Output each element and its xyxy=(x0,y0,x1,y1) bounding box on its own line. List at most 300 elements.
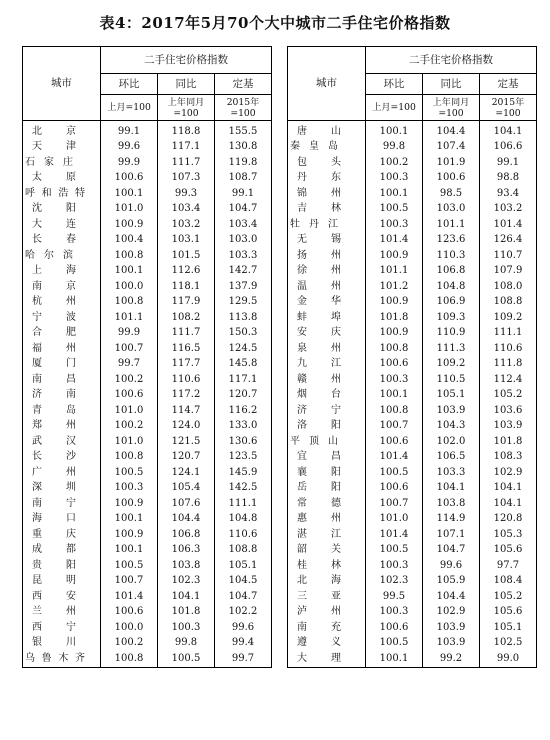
table-row xyxy=(23,512,272,528)
fixed-cell: 103.0 xyxy=(215,233,272,249)
fixed-cell: 103.4 xyxy=(215,217,272,233)
table-row xyxy=(23,217,272,233)
fixed-cell: 104.1 xyxy=(480,121,537,140)
yoy-cell: 98.5 xyxy=(423,186,480,202)
city-name: 贵 阳 xyxy=(32,559,76,571)
city-cell xyxy=(23,636,101,652)
city-name: 乌 鲁 木 齐 xyxy=(25,652,85,664)
fixed-cell: 104.5 xyxy=(215,574,272,590)
mom-cell: 100.4 xyxy=(101,233,158,249)
fixed-cell: 93.4 xyxy=(480,186,537,202)
table-body-left xyxy=(23,121,272,668)
fixed-cell: 104.1 xyxy=(480,481,537,497)
yoy-cell: 107.1 xyxy=(423,527,480,543)
fixed-cell: 111.1 xyxy=(480,326,537,342)
table-row xyxy=(23,496,272,512)
city-name: 湛 江 xyxy=(297,528,341,540)
city-cell xyxy=(23,233,101,249)
table-row xyxy=(23,388,272,404)
city-name: 徐 州 xyxy=(297,265,341,277)
table-row xyxy=(23,155,272,171)
city-name: 西 宁 xyxy=(32,621,76,633)
mom-cell: 100.7 xyxy=(366,419,423,435)
table-row xyxy=(288,434,537,450)
fixed-cell: 105.3 xyxy=(480,527,537,543)
city-cell xyxy=(23,558,101,574)
table-row xyxy=(288,248,537,264)
city-name: 济 宁 xyxy=(297,404,341,416)
city-cell xyxy=(288,543,366,559)
fixed-cell: 104.7 xyxy=(215,589,272,605)
table-row xyxy=(23,295,272,311)
table-row xyxy=(23,651,272,667)
mom-cell: 99.9 xyxy=(101,326,158,342)
table-row xyxy=(23,341,272,357)
city-cell xyxy=(23,620,101,636)
yoy-cell: 104.7 xyxy=(423,543,480,559)
fixed-base-header: 2015年=100 xyxy=(480,95,537,121)
mom-cell: 100.8 xyxy=(366,403,423,419)
fixed-cell: 145.9 xyxy=(215,465,272,481)
city-cell xyxy=(288,372,366,388)
yoy-cell: 104.8 xyxy=(423,279,480,295)
mom-cell: 100.2 xyxy=(101,636,158,652)
group-header: 二手住宅价格指数 xyxy=(101,47,272,74)
mom-cell: 100.3 xyxy=(366,171,423,187)
yoy-cell: 123.6 xyxy=(423,233,480,249)
city-name: 无 锡 xyxy=(297,234,341,246)
city-name: 上 海 xyxy=(32,265,76,277)
city-cell xyxy=(288,217,366,233)
city-name: 三 亚 xyxy=(297,590,341,602)
city-cell xyxy=(23,527,101,543)
mom-cell: 100.6 xyxy=(366,481,423,497)
table-row xyxy=(288,403,537,419)
table-row xyxy=(288,233,537,249)
fixed-cell: 116.2 xyxy=(215,403,272,419)
price-index-table-left xyxy=(22,46,272,668)
table-row xyxy=(23,527,272,543)
mom-cell: 100.5 xyxy=(366,202,423,218)
yoy-cell: 107.3 xyxy=(158,171,215,187)
mom-cell: 100.0 xyxy=(101,620,158,636)
fixed-cell: 102.5 xyxy=(480,636,537,652)
city-cell xyxy=(288,140,366,156)
yoy-cell: 104.4 xyxy=(158,512,215,528)
fixed-cell: 107.9 xyxy=(480,264,537,280)
mom-cell: 100.3 xyxy=(101,481,158,497)
city-header: 城市 xyxy=(23,47,101,121)
yoy-cell: 106.8 xyxy=(423,264,480,280)
city-name: 济 南 xyxy=(32,389,76,401)
city-cell xyxy=(288,357,366,373)
city-cell xyxy=(23,155,101,171)
city-name: 长 春 xyxy=(32,234,76,246)
table-row xyxy=(288,155,537,171)
city-cell xyxy=(23,403,101,419)
city-cell xyxy=(288,295,366,311)
table-row xyxy=(23,605,272,621)
city-name: 韶 关 xyxy=(297,544,341,556)
yoy-cell: 109.3 xyxy=(423,310,480,326)
mom-cell: 100.2 xyxy=(101,372,158,388)
city-cell xyxy=(288,558,366,574)
city-name: 南 充 xyxy=(297,621,341,633)
city-name: 桂 林 xyxy=(297,559,341,571)
city-name: 包 头 xyxy=(297,156,341,168)
table-row xyxy=(288,202,537,218)
table-row xyxy=(23,357,272,373)
city-cell xyxy=(288,341,366,357)
city-name: 平 顶 山 xyxy=(290,435,338,447)
table-row xyxy=(288,465,537,481)
fixed-cell: 108.8 xyxy=(215,543,272,559)
table-row xyxy=(288,186,537,202)
page-title: 表4：2017年5月70个大中城市二手住宅价格指数 xyxy=(99,14,451,32)
fixed-cell: 111.1 xyxy=(215,496,272,512)
yoy-header: 同比 xyxy=(158,74,215,95)
city-cell xyxy=(23,326,101,342)
yoy-cell: 100.3 xyxy=(158,620,215,636)
mom-cell: 100.8 xyxy=(101,450,158,466)
mom-cell: 100.1 xyxy=(366,121,423,140)
mom-cell: 100.8 xyxy=(101,295,158,311)
table-row xyxy=(23,620,272,636)
yoy-header: 同比 xyxy=(423,74,480,95)
table-row xyxy=(288,605,537,621)
city-cell xyxy=(23,279,101,295)
city-header: 城市 xyxy=(288,47,366,121)
city-cell xyxy=(23,543,101,559)
fixed-cell: 108.3 xyxy=(480,450,537,466)
mom-cell: 100.6 xyxy=(366,620,423,636)
city-cell xyxy=(23,310,101,326)
fixed-cell: 102.2 xyxy=(215,605,272,621)
yoy-cell: 124.0 xyxy=(158,419,215,435)
mom-base-header: 上月=100 xyxy=(101,95,158,121)
city-name: 宁 波 xyxy=(32,311,76,323)
table-row xyxy=(23,310,272,326)
yoy-cell: 103.0 xyxy=(423,202,480,218)
table-row xyxy=(23,419,272,435)
table-row xyxy=(288,171,537,187)
mom-cell: 99.6 xyxy=(101,140,158,156)
city-name: 青 岛 xyxy=(32,404,76,416)
fixed-cell: 129.5 xyxy=(215,295,272,311)
table-row xyxy=(288,574,537,590)
fixed-cell: 103.9 xyxy=(480,419,537,435)
city-name: 深 圳 xyxy=(32,482,76,494)
city-cell xyxy=(288,481,366,497)
city-cell xyxy=(23,651,101,667)
mom-cell: 100.7 xyxy=(101,574,158,590)
mom-cell: 100.1 xyxy=(101,543,158,559)
yoy-cell: 111.7 xyxy=(158,155,215,171)
table-row xyxy=(288,589,537,605)
fixed-cell: 123.5 xyxy=(215,450,272,466)
yoy-cell: 108.2 xyxy=(158,310,215,326)
yoy-cell: 104.4 xyxy=(423,589,480,605)
fixed-cell: 103.3 xyxy=(215,248,272,264)
yoy-cell: 112.6 xyxy=(158,264,215,280)
mom-cell: 99.1 xyxy=(101,121,158,140)
table-row xyxy=(23,233,272,249)
city-name: 呼 和 浩 特 xyxy=(25,187,85,199)
table-row xyxy=(23,248,272,264)
mom-cell: 100.3 xyxy=(366,217,423,233)
yoy-cell: 101.8 xyxy=(158,605,215,621)
yoy-cell: 117.7 xyxy=(158,357,215,373)
mom-cell: 100.8 xyxy=(366,341,423,357)
fixed-cell: 155.5 xyxy=(215,121,272,140)
city-cell xyxy=(23,372,101,388)
city-name: 西 安 xyxy=(32,590,76,602)
fixed-cell: 130.8 xyxy=(215,140,272,156)
mom-cell: 100.1 xyxy=(366,388,423,404)
mom-cell: 100.8 xyxy=(101,248,158,264)
table-row xyxy=(23,481,272,497)
fixed-cell: 99.6 xyxy=(215,620,272,636)
mom-cell: 100.7 xyxy=(101,341,158,357)
city-name: 金 华 xyxy=(297,296,341,308)
table-row xyxy=(288,496,537,512)
fixed-cell: 101.4 xyxy=(480,217,537,233)
table-row xyxy=(23,264,272,280)
city-cell xyxy=(288,403,366,419)
city-name: 惠 州 xyxy=(297,513,341,525)
mom-cell: 101.0 xyxy=(101,434,158,450)
yoy-cell: 99.8 xyxy=(158,636,215,652)
table-row xyxy=(23,558,272,574)
mom-cell: 100.5 xyxy=(366,465,423,481)
fixed-cell: 119.8 xyxy=(215,155,272,171)
mom-cell: 100.9 xyxy=(101,217,158,233)
city-name: 烟 台 xyxy=(297,389,341,401)
table-row xyxy=(23,121,272,140)
table-row xyxy=(288,419,537,435)
yoy-cell: 104.1 xyxy=(423,481,480,497)
city-name: 重 庆 xyxy=(32,528,76,540)
city-name: 合 肥 xyxy=(32,327,76,339)
city-name: 温 州 xyxy=(297,280,341,292)
yoy-cell: 118.8 xyxy=(158,121,215,140)
yoy-cell: 117.9 xyxy=(158,295,215,311)
city-name: 大 连 xyxy=(32,218,76,230)
city-cell xyxy=(23,481,101,497)
city-name: 银 川 xyxy=(32,637,76,649)
city-cell xyxy=(288,264,366,280)
city-name: 吉 林 xyxy=(297,203,341,215)
mom-cell: 100.9 xyxy=(101,496,158,512)
mom-cell: 100.9 xyxy=(366,248,423,264)
table-row xyxy=(288,620,537,636)
fixed-cell: 110.6 xyxy=(215,527,272,543)
city-name: 北 海 xyxy=(297,575,341,587)
table-row xyxy=(23,434,272,450)
fixed-cell: 97.7 xyxy=(480,558,537,574)
city-cell xyxy=(288,248,366,264)
city-name: 广 州 xyxy=(32,466,76,478)
mom-header: 环比 xyxy=(101,74,158,95)
yoy-cell: 103.3 xyxy=(423,465,480,481)
city-cell xyxy=(288,589,366,605)
mom-cell: 100.6 xyxy=(101,605,158,621)
table-body-right xyxy=(288,121,537,668)
table-row xyxy=(23,171,272,187)
table-row xyxy=(288,372,537,388)
fixed-cell: 108.0 xyxy=(480,279,537,295)
mom-cell: 99.8 xyxy=(366,140,423,156)
yoy-cell: 116.5 xyxy=(158,341,215,357)
city-cell xyxy=(288,171,366,187)
yoy-cell: 105.9 xyxy=(423,574,480,590)
mom-cell: 100.2 xyxy=(101,419,158,435)
city-cell xyxy=(23,248,101,264)
city-cell xyxy=(288,434,366,450)
city-cell xyxy=(23,357,101,373)
table-row xyxy=(288,450,537,466)
mom-cell: 100.9 xyxy=(101,527,158,543)
fixed-cell: 130.6 xyxy=(215,434,272,450)
yoy-cell: 104.4 xyxy=(423,121,480,140)
table-row xyxy=(288,558,537,574)
city-name: 南 京 xyxy=(32,280,76,292)
city-cell xyxy=(288,279,366,295)
city-cell xyxy=(288,620,366,636)
city-cell xyxy=(23,264,101,280)
yoy-cell: 103.2 xyxy=(158,217,215,233)
yoy-cell: 104.3 xyxy=(423,419,480,435)
fixed-cell: 99.1 xyxy=(480,155,537,171)
city-name: 兰 州 xyxy=(32,606,76,618)
table-row xyxy=(288,140,537,156)
fixed-cell: 108.8 xyxy=(480,295,537,311)
fixed-cell: 124.5 xyxy=(215,341,272,357)
city-cell xyxy=(23,388,101,404)
yoy-cell: 99.2 xyxy=(423,651,480,667)
city-cell xyxy=(23,217,101,233)
fixed-cell: 110.7 xyxy=(480,248,537,264)
fixed-cell: 150.3 xyxy=(215,326,272,342)
city-name: 蚌 埠 xyxy=(297,311,341,323)
city-cell xyxy=(288,651,366,667)
table-row xyxy=(288,326,537,342)
fixed-cell: 110.6 xyxy=(480,341,537,357)
city-name: 武 汉 xyxy=(32,435,76,447)
yoy-cell: 105.4 xyxy=(158,481,215,497)
yoy-cell: 117.2 xyxy=(158,388,215,404)
fixed-cell: 120.8 xyxy=(480,512,537,528)
table-row xyxy=(288,357,537,373)
city-cell xyxy=(288,450,366,466)
table-row xyxy=(23,636,272,652)
city-cell xyxy=(288,388,366,404)
city-cell xyxy=(23,171,101,187)
city-cell xyxy=(23,121,101,140)
city-name: 洛 阳 xyxy=(297,420,341,432)
city-name: 石 家 庄 xyxy=(25,156,73,168)
city-name: 天 津 xyxy=(32,141,76,153)
mom-cell: 102.3 xyxy=(366,574,423,590)
fixed-cell: 98.8 xyxy=(480,171,537,187)
table-row xyxy=(288,264,537,280)
fixed-header: 定基 xyxy=(480,74,537,95)
yoy-cell: 110.5 xyxy=(423,372,480,388)
fixed-cell: 99.7 xyxy=(215,651,272,667)
yoy-cell: 111.7 xyxy=(158,326,215,342)
city-name: 唐 山 xyxy=(297,125,341,137)
fixed-cell: 117.1 xyxy=(215,372,272,388)
mom-cell: 101.4 xyxy=(366,450,423,466)
yoy-cell: 99.3 xyxy=(158,186,215,202)
mom-base-header: 上月=100 xyxy=(366,95,423,121)
table-row xyxy=(23,202,272,218)
yoy-base-header: 上年同月=100 xyxy=(423,95,480,121)
city-name: 赣 州 xyxy=(297,373,341,385)
yoy-cell: 124.1 xyxy=(158,465,215,481)
fixed-cell: 106.6 xyxy=(480,140,537,156)
city-cell xyxy=(288,202,366,218)
city-cell xyxy=(288,233,366,249)
fixed-cell: 105.1 xyxy=(215,558,272,574)
mom-cell: 99.9 xyxy=(101,155,158,171)
fixed-cell: 99.0 xyxy=(480,651,537,667)
fixed-cell: 108.7 xyxy=(215,171,272,187)
yoy-cell: 107.6 xyxy=(158,496,215,512)
fixed-cell: 105.2 xyxy=(480,589,537,605)
city-name: 安 庆 xyxy=(297,327,341,339)
city-name: 南 昌 xyxy=(32,373,76,385)
fixed-cell: 133.0 xyxy=(215,419,272,435)
mom-cell: 100.3 xyxy=(366,558,423,574)
mom-cell: 100.1 xyxy=(101,512,158,528)
city-name: 昆 明 xyxy=(32,575,76,587)
city-name: 泸 州 xyxy=(297,606,341,618)
fixed-cell: 111.8 xyxy=(480,357,537,373)
yoy-cell: 111.3 xyxy=(423,341,480,357)
table-row xyxy=(288,636,537,652)
city-cell xyxy=(23,512,101,528)
city-name: 九 江 xyxy=(297,358,341,370)
city-name: 海 口 xyxy=(32,513,76,525)
mom-cell: 99.5 xyxy=(366,589,423,605)
yoy-base-header: 上年同月=100 xyxy=(158,95,215,121)
mom-cell: 100.0 xyxy=(101,279,158,295)
fixed-cell: 105.1 xyxy=(480,620,537,636)
table-row xyxy=(23,574,272,590)
yoy-cell: 104.1 xyxy=(158,589,215,605)
city-cell xyxy=(23,419,101,435)
yoy-cell: 101.5 xyxy=(158,248,215,264)
mom-cell: 100.6 xyxy=(101,388,158,404)
yoy-cell: 102.3 xyxy=(158,574,215,590)
table-row xyxy=(288,341,537,357)
yoy-cell: 101.1 xyxy=(423,217,480,233)
table-row xyxy=(23,140,272,156)
group-header: 二手住宅价格指数 xyxy=(366,47,537,74)
city-name: 福 州 xyxy=(32,342,76,354)
city-cell xyxy=(288,419,366,435)
yoy-cell: 117.1 xyxy=(158,140,215,156)
city-name: 太 原 xyxy=(32,172,76,184)
fixed-cell: 142.5 xyxy=(215,481,272,497)
fixed-cell: 120.7 xyxy=(215,388,272,404)
yoy-cell: 102.9 xyxy=(423,605,480,621)
yoy-cell: 106.5 xyxy=(423,450,480,466)
mom-cell: 100.5 xyxy=(101,558,158,574)
city-cell xyxy=(23,450,101,466)
yoy-cell: 103.4 xyxy=(158,202,215,218)
